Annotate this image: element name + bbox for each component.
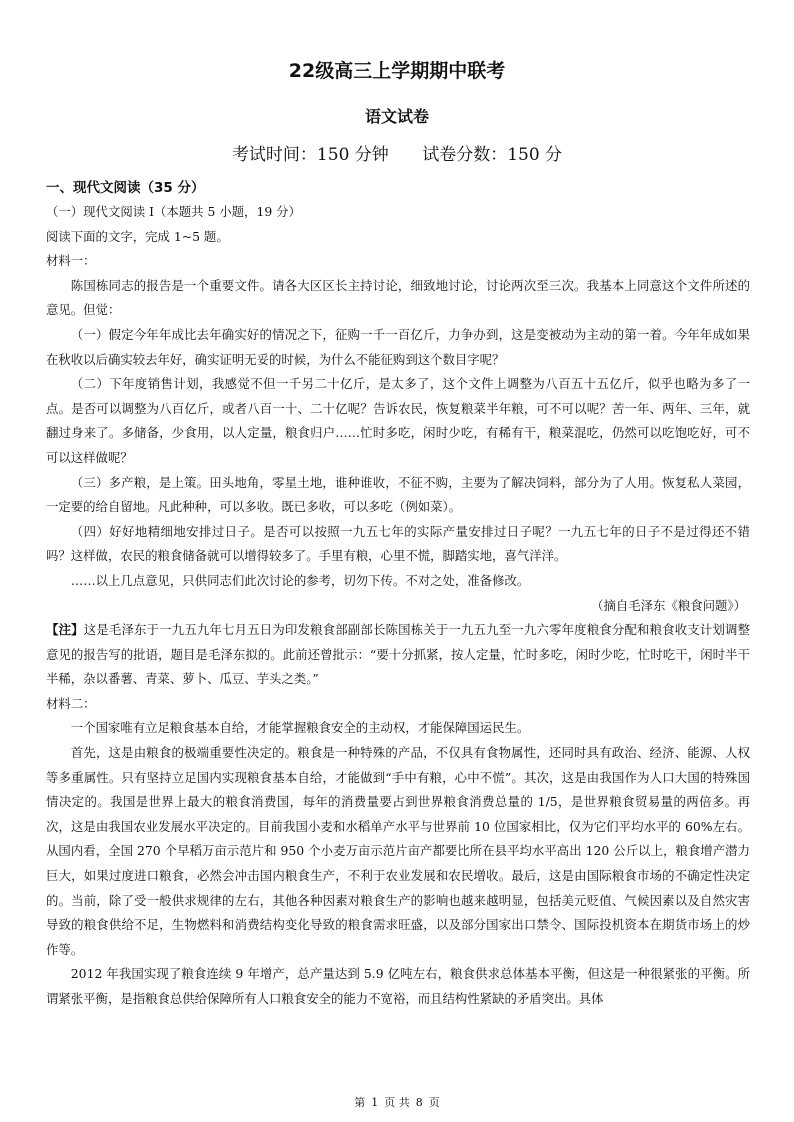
- instruction-text: 阅读下面的文字，完成 1~5 题。: [46, 228, 229, 244]
- note-label: 【注】: [46, 622, 84, 638]
- material-1-label: 材料一：: [46, 253, 96, 269]
- sub-section-heading: （一）现代文阅读 I（本题共 5 小题，19 分）: [46, 204, 301, 219]
- exam-score: 试卷分数：150 分: [422, 145, 563, 165]
- material-2-label: 材料二：: [46, 695, 96, 711]
- page-total: 8: [415, 1096, 423, 1109]
- page-footer: [0, 1094, 794, 1110]
- material-1-paragraph: 陈国栋同志的报告是一个重要文件。请各大区区长主持讨论，细致地讨论，讨论两次至三次。我基本上同意这个文件所述的意见。但觉：: [46, 277, 750, 318]
- material-1-source: （摘自毛泽东《粮食问题》）: [591, 597, 746, 613]
- exam-content: [46, 176, 750, 1012]
- material-2-paragraph: 2012 年我国实现了粮食连续 9 年增产，总产量达到 5.9 亿吨左右，粮食供求总体基本平衡，但这是一种很紧张的平衡。所谓紧张平衡，是指粮食总供给保障所有人口粮食安全的能力不宽裕，而且结构性紧缺的矛盾突出。具体: [46, 966, 750, 1006]
- note-text: 这是毛泽东于一九五九年七月五日为印发粮食部副部长陈国栋关于一九五九至一九六零年度粮食分配和粮食收支计划调整意见的报告写的批语，题目是毛泽东拟的。此前还曾批示：“要十分抓紧，按人定量，忙时多吃，闲时少吃，忙时吃干，闲时半干半稀，杂以番薯、青菜、萝卜、瓜豆、芋头之类。”: [46, 622, 751, 687]
- footer-mid: 页 共: [384, 1096, 410, 1109]
- exam-title: 22级高三上学期期中联考: [288, 60, 506, 82]
- subject-title: 语文试卷: [364, 107, 429, 126]
- footer-suffix: 页: [428, 1096, 440, 1109]
- material-1-paragraph: （四）好好地精细地安排过日子。是否可以按照一九五七年的实际产量安排过日子呢？一九五七年的日子不是过得还不错吗？这样做，农民的粮食储备就可以增得较多了。手里有粮，心里不慌，脚踏实地，喜气洋洋。: [46, 523, 750, 564]
- material-1-paragraph: （二）下年度销售计划，我感觉不但一千另二十亿斤，是太多了，这个文件上调整为八百五十五亿斤，似乎也略为多了一点。是否可以调整为八百亿斤，或者八百一十、二十亿呢？告诉农民，恢复粮菜半年粮，可不可以呢？苦一年、两年、三年，就翻过身来了。多储备，少食用，以人定量，粮食归户……忙时多吃，闲时少吃，有稀有干，粮菜混吃，仍然可以吃饱吃好，可不可以这样做呢？: [46, 376, 750, 465]
- exam-info: [0, 140, 794, 165]
- material-2-paragraph: 首先，这是由粮食的极端重要性决定的。粮食是一种特殊的产品，不仅具有食物属性，还同时具有政治、经济、能源、人权等多重属性。只有坚持立足国内实现粮食基本自给，才能做到“手中有粮，心中不慌”。其次，这是由我国作为人口大国的特殊国情决定的。我国是世界上最大的粮食消费国，每年的消费量要占到世界粮食消费总量的 1/5，是世界粮食贸易量的两倍多。再次，这是由我国农业发展水平决定的。目前我国小麦和水稻单产水平与世界前 10 位国家相比，仅为它们平均水平的 60%左右。从国内看，全国 270 个早稻万亩示范片和 950 个小麦万亩示范片亩产都要比所在县平均水平高出 120 公斤以上，粮食增产潜力巨大，如果过度进口粮食，必然会冲击国内粮食生产，不利于农业发展和农民增收。最后，这是由国际粮食市场的不确定性决定的。当前，除了受一般供求规律的左右，其他各种因素对粮食生产的影响也越来越明显，包括美元贬值、气候因素以及自然灾害导致的粮食供给不足，生物燃料和消费结构变化导致的粮食需求旺盛，以及部分国家出口禁令、国际投机资本在期货市场上的炒作等。: [46, 745, 750, 957]
- footer-prefix: 第: [354, 1096, 366, 1109]
- exam-time: 考试时间：150 分钟: [231, 145, 389, 165]
- material-1-note: [46, 618, 750, 692]
- material-1-paragraph: （一）假定今年年成比去年确实好的情况之下，征购一千一百亿斤，力争办到，这是变被动为主动的第一着。今年年成如果在秋收以后确实较去年好，确实证明无妥的时候，为什么不能征购到这个数目字呢？: [46, 326, 750, 367]
- section-heading: 一、现代文阅读（35 分）: [46, 180, 205, 196]
- material-2-paragraph: 一个国家唯有立足粮食基本自给，才能掌握粮食安全的主动权，才能保障国运民生。: [70, 720, 530, 736]
- material-1-paragraph: ……以上几点意见，只供同志们此次讨论的参考，切勿下传。不对之处，准备修改。: [70, 572, 530, 588]
- page-number: 1: [371, 1096, 379, 1109]
- material-1-paragraph: （三）多产粮，是上策。田头地角，零星土地，谁种谁收，不征不购，主要为了解决饲料，部分为了人用。恢复私人菜园，一定要的给自留地。凡此种种，可以多收。既已多收，可以多吃（例如菜）。: [46, 474, 750, 515]
